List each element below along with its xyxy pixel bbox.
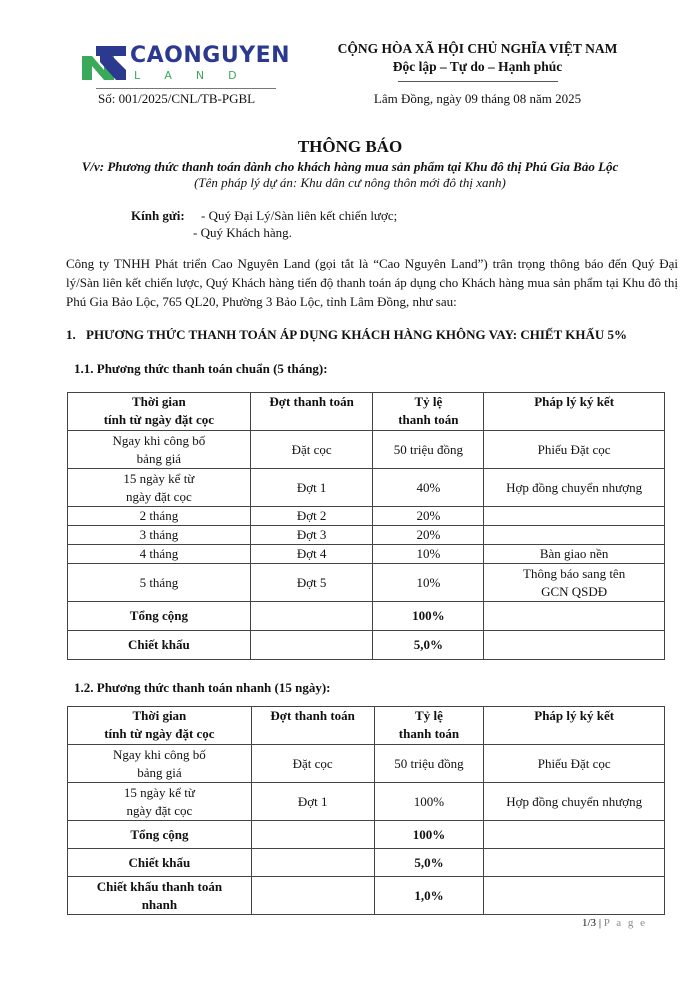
cell-legal: Phiếu Đặt cọc <box>484 745 665 783</box>
logo-sub-text: LAND <box>134 69 261 82</box>
cell-legal: Phiếu Đặt cọc <box>484 431 665 469</box>
table-header-row <box>68 393 665 431</box>
cell-time: Ngay khi công bố bảng giá <box>68 431 251 469</box>
document-number: Số: 001/2025/CNL/TB-PGBL <box>98 91 256 106</box>
cell-installment: Đợt 1 <box>250 469 373 507</box>
fast-discount-label: Chiết khấu thanh toán nhanh <box>68 877 252 915</box>
cell-time: 5 tháng <box>68 564 251 602</box>
table-row <box>68 783 665 821</box>
section-1-heading <box>66 327 636 343</box>
logo-mark-icon <box>82 46 126 80</box>
cell-time: 3 tháng <box>68 526 251 545</box>
cell-ratio: 10% <box>373 545 484 564</box>
cell-legal: Bàn giao nền <box>484 545 665 564</box>
section-1-number: 1. <box>66 327 76 342</box>
discount-row <box>68 631 665 660</box>
fast-discount-value: 1,0% <box>374 877 484 915</box>
total-label: Tổng cộng <box>68 602 251 631</box>
header-divider-left <box>96 88 276 89</box>
page-footer <box>582 917 647 929</box>
discount-label: Chiết khấu <box>68 849 252 877</box>
cell-legal: Hợp đồng chuyển nhượng <box>484 469 665 507</box>
cell-ratio: 100% <box>374 783 484 821</box>
cell-time: 15 ngày kể từ ngày đặt cọc <box>68 469 251 507</box>
cell-legal <box>484 526 665 545</box>
subsection-1-2-title: 1.2. Phương thức thanh toán nhanh (15 ngày): <box>74 680 331 695</box>
national-title: CỘNG HÒA XÃ HỘI CHỦ NGHĨA VIỆT NAM <box>337 41 618 56</box>
fast-discount-row <box>68 877 665 915</box>
section-1-title: PHƯƠNG THỨC THANH TOÁN ÁP DỤNG KHÁCH HÀNG KHÔNG VAY: CHIẾT KHẤU 5% <box>86 327 628 342</box>
notice-title: THÔNG BÁO <box>297 137 403 156</box>
cell-installment: Đợt 2 <box>250 507 373 526</box>
table-row <box>68 431 665 469</box>
cell-ratio: 40% <box>373 469 484 507</box>
notice-subject: V/v: Phương thức thanh toán dành cho khách hàng mua sản phẩm tại Khu đô thị Phú Gia Bảo Lộc <box>81 159 619 174</box>
cell-time: 2 tháng <box>68 507 251 526</box>
cell-installment: Đặt cọc <box>251 745 374 783</box>
greeting-recipient-1: - Quý Đại Lý/Sàn liên kết chiến lược; <box>201 208 398 223</box>
intro-paragraph: Công ty TNHH Phát triển Cao Nguyên Land (gọi tắt là “Cao Nguyên Land”) trân trọng thông báo đến Quý Đại lý/Sàn liên kết chiến lược, Quý Khách hàng tiến độ thanh toán áp dụng cho Khách hàng mua sản phẩm tại Khu đô thị Phú Gia Bảo Lộc, 765 QL20, Phường 3 Bảo Lộc, tỉnh Lâm Đồng, như sau: <box>66 256 678 309</box>
discount-label: Chiết khấu <box>68 631 251 660</box>
cell-installment: Đợt 1 <box>251 783 374 821</box>
company-logo <box>82 44 302 84</box>
cell-installment: Đặt cọc <box>250 431 373 469</box>
page-word: P a g e <box>603 917 647 929</box>
page-separator: | <box>598 917 602 929</box>
logo-brand-text: CAONGUYEN <box>130 43 291 68</box>
table-row <box>68 507 665 526</box>
table-row <box>68 745 665 783</box>
cell-legal: Hợp đồng chuyển nhượng <box>484 783 665 821</box>
table-row <box>68 526 665 545</box>
header-installment: Đợt thanh toán <box>250 393 373 431</box>
table-header-row <box>68 707 665 745</box>
page-number: 1/3 <box>582 917 597 929</box>
table-row <box>68 545 665 564</box>
cell-legal <box>484 507 665 526</box>
header-ratio: Tỷ lệ thanh toán <box>374 707 484 745</box>
header-time: Thời gian tính từ ngày đặt cọc <box>68 393 251 431</box>
total-value: 100% <box>373 602 484 631</box>
table-row <box>68 564 665 602</box>
cell-ratio: 50 triệu đồng <box>374 745 484 783</box>
header-legal: Pháp lý ký kết <box>484 393 665 431</box>
subsection-1-1-title: 1.1. Phương thức thanh toán chuẩn (5 tháng): <box>74 361 328 376</box>
header-ratio: Tỷ lệ thanh toán <box>373 393 484 431</box>
greeting-label: Kính gửi: <box>131 208 185 223</box>
cell-ratio: 20% <box>373 507 484 526</box>
greeting-recipient-2: - Quý Khách hàng. <box>193 225 292 240</box>
total-value: 100% <box>374 821 484 849</box>
total-label: Tổng cộng <box>68 821 252 849</box>
header-time: Thời gian tính từ ngày đặt cọc <box>68 707 252 745</box>
total-row <box>68 602 665 631</box>
cell-time: Ngay khi công bố bảng giá <box>68 745 252 783</box>
cell-ratio: 50 triệu đồng <box>373 431 484 469</box>
cell-ratio: 10% <box>373 564 484 602</box>
national-motto: Độc lập – Tự do – Hạnh phúc <box>392 59 563 74</box>
total-row <box>68 821 665 849</box>
header-legal: Pháp lý ký kết <box>484 707 665 745</box>
place-and-date: Lâm Đồng, ngày 09 tháng 08 năm 2025 <box>373 91 582 106</box>
cell-ratio: 20% <box>373 526 484 545</box>
cell-legal: Thông báo sang tên GCN QSDĐ <box>484 564 665 602</box>
discount-value: 5,0% <box>374 849 484 877</box>
motto-underline <box>398 81 558 82</box>
cell-installment: Đợt 3 <box>250 526 373 545</box>
fast-payment-table <box>67 706 665 915</box>
cell-installment: Đợt 4 <box>250 545 373 564</box>
cell-installment: Đợt 5 <box>250 564 373 602</box>
table-row <box>68 469 665 507</box>
cell-time: 15 ngày kể từ ngày đặt cọc <box>68 783 252 821</box>
project-legal-name: (Tên pháp lý dự án: Khu dân cư nông thôn mới đô thị xanh) <box>194 175 506 190</box>
header-installment: Đợt thanh toán <box>251 707 374 745</box>
cell-time: 4 tháng <box>68 545 251 564</box>
discount-row <box>68 849 665 877</box>
standard-payment-table <box>67 392 665 660</box>
discount-value: 5,0% <box>373 631 484 660</box>
